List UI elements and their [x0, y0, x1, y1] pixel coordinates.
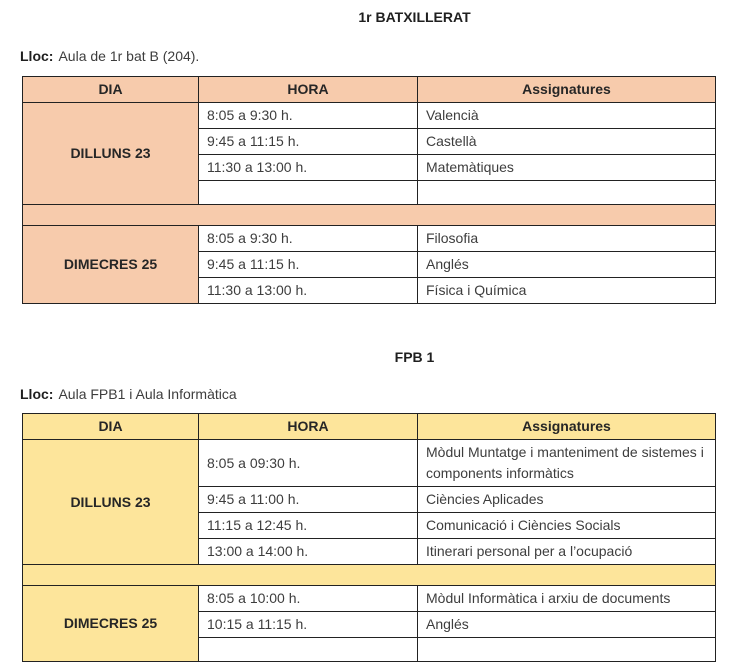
column-header-dia: DIA: [23, 77, 199, 103]
subject-cell: Anglés: [418, 612, 716, 638]
schedule-table-batxillerat: [22, 76, 716, 304]
section-batxillerat: [0, 7, 737, 304]
header-row: [23, 414, 716, 440]
subject-cell: Comunicació i Ciències Socials: [418, 513, 716, 539]
day-cell: DILLUNS 23: [23, 103, 199, 205]
table-row: [23, 103, 716, 129]
location-text: Aula FPB1 i Aula Informàtica: [58, 386, 237, 402]
subject-cell: Física i Química: [418, 278, 716, 304]
subject-cell: [418, 638, 716, 662]
subject-cell: Ciències Aplicades: [418, 487, 716, 513]
separator-cell: [23, 565, 716, 586]
schedule-table-fpb1: [22, 413, 716, 662]
time-cell: [199, 638, 418, 662]
location-text: Aula de 1r bat B (204).: [58, 48, 200, 64]
subject-cell: Castellà: [418, 129, 716, 155]
separator-cell: [23, 205, 716, 226]
subject-cell: Anglés: [418, 252, 716, 278]
time-cell: 9:45 a 11:00 h.: [199, 487, 418, 513]
time-cell: 8:05 a 9:30 h.: [199, 226, 418, 252]
subject-cell: Mòdul Muntatge i manteniment de sistemes i components informàtics: [418, 440, 716, 487]
page-title: 1r BATXILLERAT: [358, 9, 471, 25]
time-cell: 13:00 a 14:00 h.: [199, 539, 418, 565]
separator-row: [23, 565, 716, 586]
time-cell: 11:15 a 12:45 h.: [199, 513, 418, 539]
column-header-assignatures: Assignatures: [418, 77, 716, 103]
column-header-dia: DIA: [23, 414, 199, 440]
subject-cell: Mòdul Informàtica i arxiu de documents: [418, 586, 716, 612]
location-line: [20, 384, 737, 404]
time-cell: [199, 181, 418, 205]
subject-cell: Filosofia: [418, 226, 716, 252]
table-row: [23, 226, 716, 252]
column-header-assignatures: Assignatures: [418, 414, 716, 440]
time-cell: 9:45 a 11:15 h.: [199, 129, 418, 155]
location-label: Lloc:: [20, 386, 54, 402]
time-cell: 11:30 a 13:00 h.: [199, 155, 418, 181]
location-line: [20, 46, 737, 66]
subject-cell: [418, 181, 716, 205]
time-cell: 10:15 a 11:15 h.: [199, 612, 418, 638]
time-cell: 11:30 a 13:00 h.: [199, 278, 418, 304]
table-row: [23, 586, 716, 612]
location-label: Lloc:: [20, 48, 54, 64]
subject-cell: Matemàtiques: [418, 155, 716, 181]
time-cell: 8:05 a 9:30 h.: [199, 103, 418, 129]
header-row: [23, 77, 716, 103]
day-cell: DILLUNS 23: [23, 440, 199, 565]
column-header-hora: HORA: [199, 77, 418, 103]
separator-row: [23, 205, 716, 226]
section-fpb1: [0, 347, 737, 662]
subject-cell: Valencià: [418, 103, 716, 129]
time-cell: 8:05 a 09:30 h.: [199, 440, 418, 487]
column-header-hora: HORA: [199, 414, 418, 440]
subject-cell: Itinerari personal per a l’ocupació: [418, 539, 716, 565]
time-cell: 8:05 a 10:00 h.: [199, 586, 418, 612]
day-cell: DIMECRES 25: [23, 226, 199, 304]
section-title: FPB 1: [394, 349, 435, 365]
time-cell: 9:45 a 11:15 h.: [199, 252, 418, 278]
day-cell: DIMECRES 25: [23, 586, 199, 662]
table-row: [23, 440, 716, 487]
